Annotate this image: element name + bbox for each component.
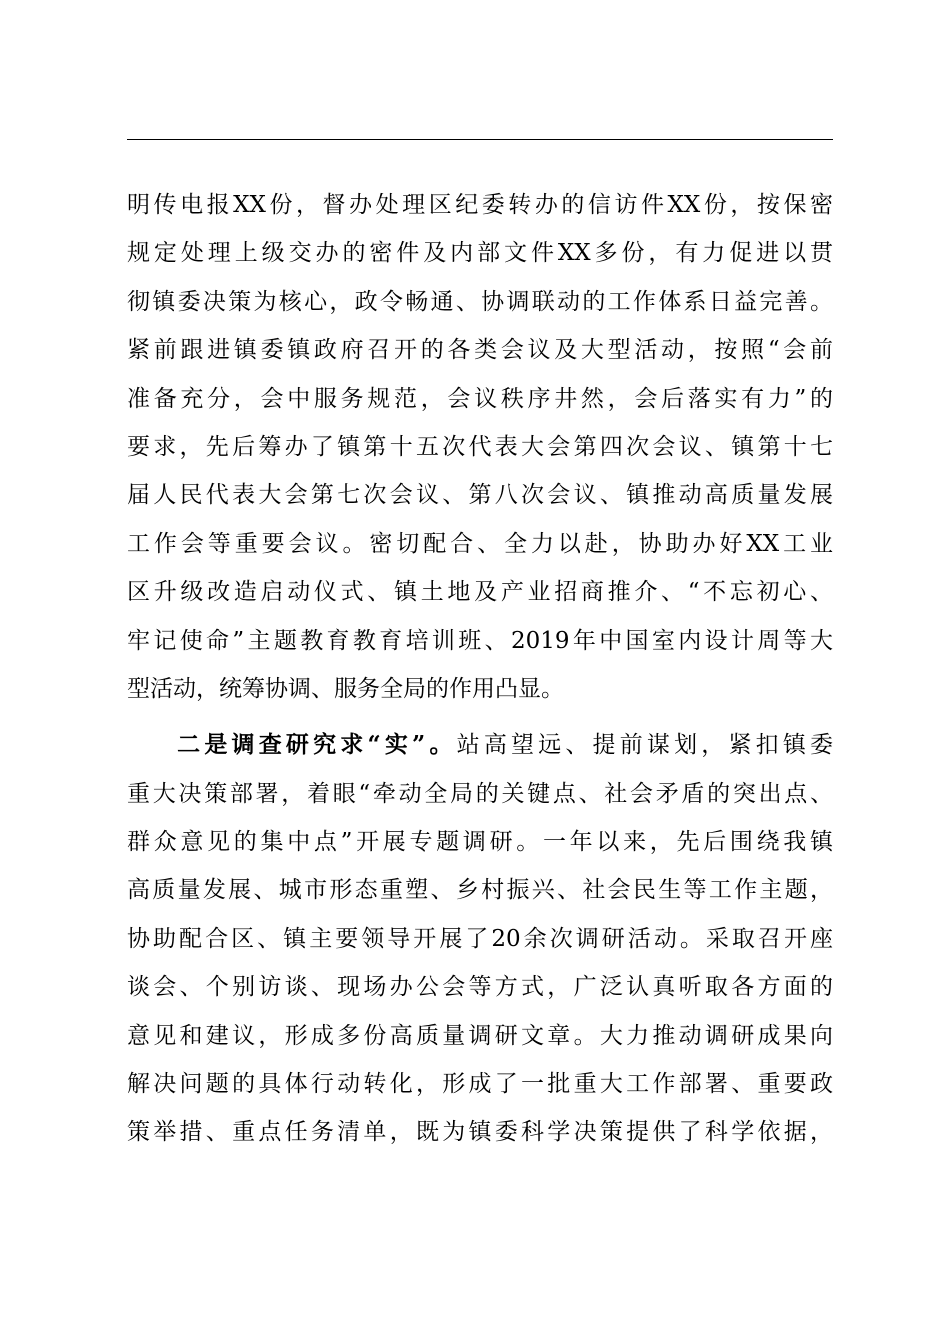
text-line: 群众意见的集中点”开展专题调研。一年以来，先后围绕我镇 (127, 829, 833, 856)
text-line: 谈会、个别访谈、现场办公会等方式，广泛认真听取各方面的 (127, 974, 833, 1001)
text-line: 要求，先后筹办了镇第十五次代表大会第四次会议、镇第十七 (127, 433, 833, 460)
text-line: 彻镇委决策为核心，政令畅通、协调联动的工作体系日益完善。 (127, 288, 833, 315)
text-run: 站高望远、提前谋划，紧扣镇委 (456, 732, 833, 759)
text-line: 区升级改造启动仪式、镇土地及产业招商推介、“不忘初心、 (127, 579, 833, 606)
text-line: 型活动，统筹协调、服务全局的作用凸显。 (127, 675, 564, 702)
text-line: 协助配合区、镇主要领导开展了20余次调研活动。采取召开座 (127, 925, 833, 952)
text-line: 解决问题的具体行动转化，形成了一批重大工作部署、重要政 (127, 1071, 833, 1098)
paragraph-1 (127, 181, 833, 713)
text-line: 紧前跟进镇委镇政府召开的各类会议及大型活动，按照“会前 (127, 337, 833, 364)
text-line: 工作会等重要会议。密切配合、全力以赴，协助办好XX工业 (127, 530, 833, 557)
text-line: 策举措、重点任务清单，既为镇委科学决策提供了科学依据， (127, 1119, 833, 1146)
paragraph-2 (127, 721, 833, 1157)
text-line: 意见和建议，形成多份高质量调研文章。大力推动调研成果向 (127, 1022, 833, 1049)
text-line: 规定处理上级交办的密件及内部文件XX多份，有力促进以贯 (127, 240, 833, 267)
text-line: 届人民代表大会第七次会议、第八次会议、镇推动高质量发展 (127, 482, 833, 509)
section-lead-heading: 二是调查研究求“实”。 (173, 731, 457, 759)
text-line: 高质量发展、城市形态重塑、乡村振兴、社会民生等工作主题， (127, 877, 833, 904)
text-line: 明传电报XX份，督办处理区纪委转办的信访件XX份，按保密 (127, 192, 833, 218)
header-rule (127, 139, 833, 140)
text-line: 准备充分，会中服务规范，会议秩序井然，会后落实有力”的 (127, 385, 833, 412)
text-line: 牢记使命”主题教育教育培训班、2019年中国室内设计周等大 (127, 627, 833, 654)
document-body (127, 181, 833, 1157)
text-line-first (127, 721, 833, 769)
text-line: 重大决策部署，着眼“牵动全局的关键点、社会矛盾的突出点、 (127, 780, 833, 807)
